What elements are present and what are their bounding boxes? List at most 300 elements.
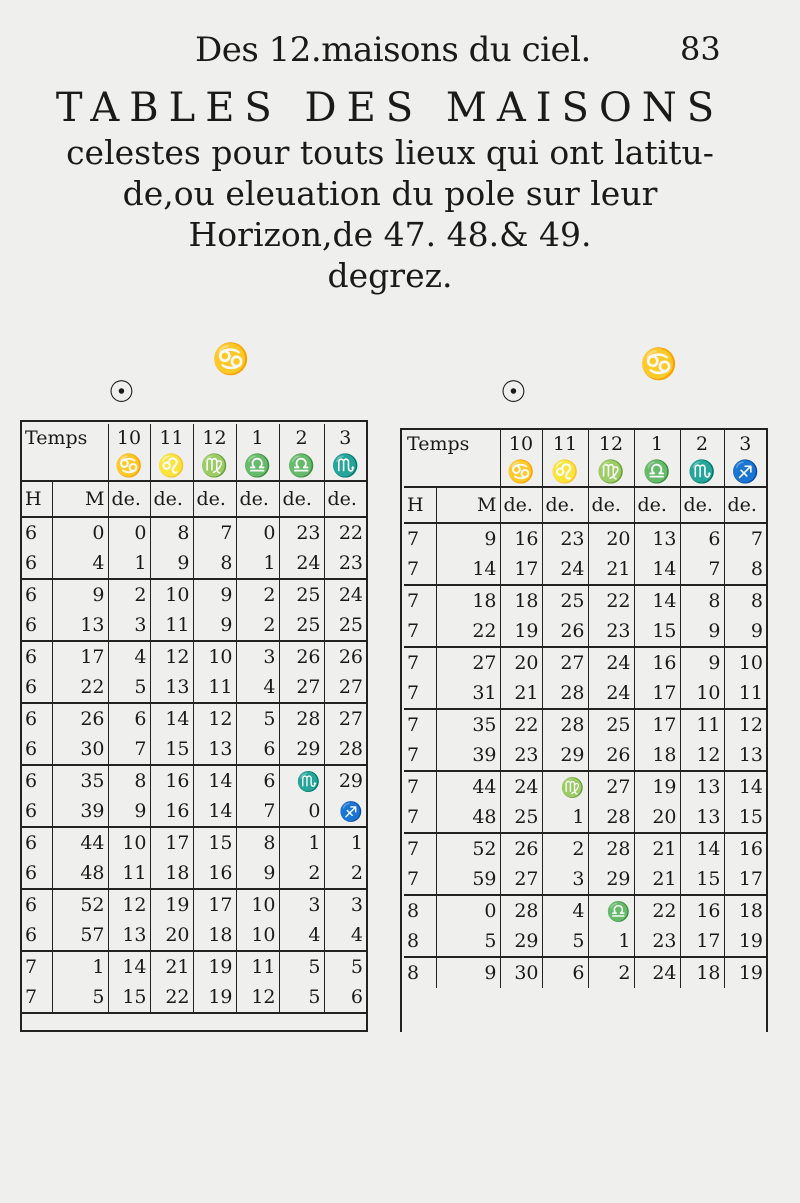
degree-cell: 29 (542, 740, 588, 771)
degree-cell: 13 (680, 771, 724, 802)
minute-cell: 35 (52, 765, 108, 796)
blank-sign-cell (22, 452, 108, 481)
degree-cell: 28 (588, 833, 634, 864)
degree-cell: 7 (680, 554, 724, 585)
degree-cell: 24 (542, 554, 588, 585)
degree-cell: 12 (108, 889, 150, 920)
degree-cell: 9 (150, 548, 193, 579)
degree-cell: ♐ (324, 796, 366, 827)
degree-cell: 11 (108, 858, 150, 889)
degree-cell: 23 (279, 517, 324, 548)
degree-cell: 15 (680, 864, 724, 895)
zodiac-sign-icon: ♍ (193, 452, 236, 481)
table-row (22, 641, 366, 672)
degree-cell: 11 (724, 678, 766, 709)
degree-cell: 19 (738, 962, 763, 984)
degree-cell: 9 (680, 647, 724, 678)
house-number-header: 1 (236, 424, 279, 452)
table-row (22, 858, 366, 889)
degree-cell: 5 (542, 926, 588, 957)
degree-cell: 9 (236, 858, 279, 889)
degree-cell: 7 (236, 796, 279, 827)
minute-cell: 48 (436, 802, 500, 833)
minute-cell: 9 (52, 579, 108, 610)
degree-cell: 3 (542, 864, 588, 895)
minute-cell: 48 (52, 858, 108, 889)
degree-cell: 5 (108, 672, 150, 703)
table-row (22, 610, 366, 641)
degree-cell: 25 (542, 585, 588, 616)
house-number-header: 11 (542, 430, 588, 458)
degree-cell: 23 (542, 523, 588, 554)
minute-cell: 26 (52, 703, 108, 734)
degree-cell: 28 (542, 709, 588, 740)
hour-cell: 7 (404, 585, 436, 616)
unit-header: de. (542, 487, 588, 523)
degree-cell: 1 (236, 548, 279, 579)
table-row (22, 827, 366, 858)
degree-cell: 16 (634, 647, 680, 678)
hour-cell: 7 (404, 802, 436, 833)
degree-cell: 10 (108, 827, 150, 858)
degree-cell: 19 (193, 951, 236, 982)
degree-cell: 21 (500, 678, 542, 709)
table-row (22, 517, 366, 548)
degree-cell: 6 (680, 523, 724, 554)
hour-cell: 7 (404, 709, 436, 740)
unit-header: de. (680, 487, 724, 523)
zodiac-sign-icon: ♎ (279, 452, 324, 481)
degree-cell: 14 (634, 554, 680, 585)
hour-cell: 7 (404, 616, 436, 647)
minute-cell: 9 (436, 523, 500, 554)
degree-cell: 2 (236, 610, 279, 641)
table-row (404, 771, 766, 802)
table-row (22, 672, 366, 703)
hour-cell: 6 (22, 889, 52, 920)
degree-cell: 23 (500, 740, 542, 771)
table-row (22, 734, 366, 765)
degree-cell: 7 (193, 517, 236, 548)
house-number-header: 12 (588, 430, 634, 458)
degree-cell: 27 (500, 864, 542, 895)
minute-cell: 18 (436, 585, 500, 616)
hour-cell: 6 (22, 548, 52, 579)
degree-cell: 2 (236, 579, 279, 610)
minute-cell: 0 (436, 895, 500, 926)
degree-cell: 0 (108, 517, 150, 548)
running-head (0, 30, 800, 74)
degree-cell: ♏ (279, 765, 324, 796)
unit-header: de. (500, 487, 542, 523)
degree-cell: 3 (236, 641, 279, 672)
sun-icon-left: ☉ (108, 375, 135, 410)
degree-cell: 26 (542, 616, 588, 647)
degree-cell: 4 (279, 920, 324, 951)
hour-cell: 6 (22, 641, 52, 672)
degree-cell: 16 (680, 895, 724, 926)
degree-cell: 10 (150, 579, 193, 610)
degree-cell: 29 (279, 734, 324, 765)
unit-header: H (22, 481, 52, 517)
table-row (404, 833, 766, 864)
table-row (404, 678, 766, 709)
degree-cell: 27 (338, 708, 363, 730)
table-row (404, 709, 766, 740)
degree-cell: 24 (634, 957, 680, 988)
table-row (22, 920, 366, 951)
right-houses-table (404, 430, 766, 988)
degree-cell: 19 (634, 771, 680, 802)
degree-cell: 18 (500, 585, 542, 616)
degree-cell: 28 (500, 895, 542, 926)
degree-cell: 16 (738, 838, 763, 860)
degree-cell: 12 (738, 714, 763, 736)
zodiac-sign-icon: ♌ (542, 458, 588, 487)
degree-cell: 16 (500, 523, 542, 554)
degree-cell: ♍ (542, 771, 588, 802)
degree-cell: 29 (588, 864, 634, 895)
unit-header: de. (279, 481, 324, 517)
degree-cell: 27 (588, 771, 634, 802)
degree-cell: 25 (500, 802, 542, 833)
degree-cell: 11 (236, 951, 279, 982)
minute-cell: 31 (436, 678, 500, 709)
degree-cell: 29 (338, 770, 363, 792)
minute-cell: 59 (436, 864, 500, 895)
degree-cell: 14 (634, 585, 680, 616)
hour-cell: 7 (404, 523, 436, 554)
degree-cell: 9 (193, 579, 236, 610)
degree-cell: 27 (542, 647, 588, 678)
degree-cell: 6 (236, 734, 279, 765)
degree-cell: 14 (680, 833, 724, 864)
hour-cell: 7 (404, 554, 436, 585)
degree-cell: 23 (634, 926, 680, 957)
hour-cell: 6 (22, 765, 52, 796)
degree-cell: 2 (542, 833, 588, 864)
degree-cell: 2 (588, 957, 634, 988)
degree-cell: 2 (324, 858, 366, 889)
degree-cell: 22 (150, 982, 193, 1013)
minute-cell: 1 (52, 951, 108, 982)
minute-cell: 13 (52, 610, 108, 641)
degree-cell: 7 (750, 528, 763, 550)
degree-cell: ♎ (588, 895, 634, 926)
table-row (404, 864, 766, 895)
degree-cell: 15 (150, 734, 193, 765)
minute-cell: 27 (436, 647, 500, 678)
degree-cell: 24 (338, 584, 363, 606)
degree-cell: 21 (588, 554, 634, 585)
degree-cell: 9 (724, 616, 766, 647)
degree-cell: 0 (279, 796, 324, 827)
table-row (22, 765, 366, 796)
left-houses-table (22, 424, 366, 1014)
degree-cell: 24 (588, 678, 634, 709)
degree-cell: 19 (724, 926, 766, 957)
unit-header: de. (193, 481, 236, 517)
zodiac-sign-icon: ♐ (724, 458, 766, 487)
table-row (22, 982, 366, 1013)
zodiac-sign-icon: ♌ (150, 452, 193, 481)
degree-cell: 4 (236, 672, 279, 703)
unit-header: de. (324, 481, 366, 517)
cancer-sign-icon-right: ♋ (640, 347, 678, 382)
degree-cell: 15 (724, 802, 766, 833)
minute-cell: 44 (436, 771, 500, 802)
degree-cell: 24 (500, 771, 542, 802)
degree-cell: 13 (108, 920, 150, 951)
degree-cell: 25 (279, 610, 324, 641)
degree-cell: 17 (150, 827, 193, 858)
minute-cell: 52 (436, 833, 500, 864)
degree-cell: 29 (500, 926, 542, 957)
table-row (404, 585, 766, 616)
heading-line-1: celestes pour touts lieux qui ont latitu- (66, 133, 714, 172)
hour-cell: 8 (404, 957, 436, 988)
table-row (22, 796, 366, 827)
degree-cell: 22 (588, 585, 634, 616)
degree-cell: 10 (738, 652, 763, 674)
degree-cell: 18 (150, 858, 193, 889)
degree-cell: 17 (634, 678, 680, 709)
degree-cell: 21 (150, 951, 193, 982)
degree-cell: 15 (634, 616, 680, 647)
table-row (22, 951, 366, 982)
degree-cell: 20 (634, 802, 680, 833)
degree-cell: 27 (279, 672, 324, 703)
degree-cell: 14 (738, 776, 763, 798)
degree-cell: 15 (193, 827, 236, 858)
heading-line-2: de,ou eleuation du pole sur leur (122, 174, 658, 213)
degree-cell: 3 (279, 889, 324, 920)
degree-cell: 18 (193, 920, 236, 951)
degree-cell: 17 (680, 926, 724, 957)
degree-cell: 20 (500, 647, 542, 678)
minute-cell: 57 (52, 920, 108, 951)
degree-cell: 26 (279, 641, 324, 672)
degree-cell: 8 (236, 827, 279, 858)
degree-cell: 16 (193, 858, 236, 889)
minute-cell: 44 (52, 827, 108, 858)
table-row (404, 740, 766, 771)
degree-cell: 4 (324, 920, 366, 951)
degree-cell: 20 (150, 920, 193, 951)
hour-cell: 6 (22, 517, 52, 548)
zodiac-sign-icon: ♍ (588, 458, 634, 487)
unit-header: de. (108, 481, 150, 517)
degree-cell: 1 (279, 827, 324, 858)
minute-cell: 52 (52, 889, 108, 920)
table-row (404, 647, 766, 678)
degree-cell: 10 (193, 641, 236, 672)
degree-cell: 10 (236, 889, 279, 920)
minute-cell: 14 (436, 554, 500, 585)
blank-sign-cell (404, 458, 500, 487)
house-number-header: 1 (634, 430, 680, 458)
degree-cell: 17 (193, 889, 236, 920)
degree-cell: 8 (680, 585, 724, 616)
zodiac-sign-icon: ♋ (500, 458, 542, 487)
heading-line-3: Horizon,de 47. 48.& 49. (188, 215, 592, 254)
minute-cell: 22 (436, 616, 500, 647)
minute-cell: 39 (52, 796, 108, 827)
table-row (404, 616, 766, 647)
degree-cell: 4 (108, 641, 150, 672)
degree-cell: 16 (150, 796, 193, 827)
minute-cell: 39 (436, 740, 500, 771)
unit-header: de. (236, 481, 279, 517)
unit-header: M (52, 481, 108, 517)
minute-cell: 5 (52, 982, 108, 1013)
page-heading (0, 84, 800, 296)
hour-cell: 8 (404, 895, 436, 926)
degree-cell: 23 (588, 616, 634, 647)
degree-cell: 8 (193, 548, 236, 579)
table-row (404, 554, 766, 585)
zodiac-sign-icon: ♎ (236, 452, 279, 481)
degree-cell: 0 (236, 517, 279, 548)
degree-cell: 4 (542, 895, 588, 926)
degree-cell: 5 (279, 982, 324, 1013)
degree-cell: 21 (634, 833, 680, 864)
degree-cell: 22 (500, 709, 542, 740)
zodiac-sign-icon: ♎ (634, 458, 680, 487)
degree-cell: 13 (193, 734, 236, 765)
hour-cell: 6 (22, 734, 52, 765)
zodiac-sign-icon: ♏ (680, 458, 724, 487)
degree-cell: 7 (108, 734, 150, 765)
degree-cell: 5 (279, 951, 324, 982)
house-number-header: 2 (279, 424, 324, 452)
table-row (22, 703, 366, 734)
hour-cell: 7 (404, 833, 436, 864)
unit-header: de. (588, 487, 634, 523)
degree-cell: 20 (588, 523, 634, 554)
degree-cell: 17 (634, 709, 680, 740)
degree-cell: 14 (108, 951, 150, 982)
minute-cell: 4 (52, 548, 108, 579)
house-number-header: 10 (108, 424, 150, 452)
degree-cell: 19 (150, 889, 193, 920)
heading-main: TABLES DES MAISONS (55, 85, 725, 131)
table-row (22, 548, 366, 579)
degree-cell: 13 (150, 672, 193, 703)
degree-cell: 30 (500, 957, 542, 988)
degree-cell: 13 (680, 802, 724, 833)
degree-cell: 10 (680, 678, 724, 709)
degree-cell: 12 (236, 982, 279, 1013)
hour-cell: 6 (22, 920, 52, 951)
table-row (404, 523, 766, 554)
minute-cell: 17 (52, 641, 108, 672)
hour-cell: 6 (22, 858, 52, 889)
sun-icon-right: ☉ (500, 375, 527, 410)
degree-cell: 28 (588, 802, 634, 833)
table-row (22, 579, 366, 610)
minute-cell: 22 (52, 672, 108, 703)
degree-cell: 17 (500, 554, 542, 585)
degree-cell: 24 (279, 548, 324, 579)
heading-line-4: degrez. (327, 256, 453, 295)
degree-cell: 25 (324, 610, 366, 641)
degree-cell: 12 (193, 703, 236, 734)
unit-header: M (436, 487, 500, 523)
unit-header: de. (634, 487, 680, 523)
degree-cell: 25 (588, 709, 634, 740)
hour-cell: 6 (22, 703, 52, 734)
table-row (404, 926, 766, 957)
degree-cell: 11 (193, 672, 236, 703)
degree-cell: 11 (680, 709, 724, 740)
degree-cell: 19 (500, 616, 542, 647)
hour-cell: 6 (22, 796, 52, 827)
degree-cell: 23 (324, 548, 366, 579)
degree-cell: 8 (724, 554, 766, 585)
degree-cell: 18 (680, 957, 724, 988)
degree-cell: 6 (324, 982, 366, 1013)
hour-cell: 7 (22, 951, 52, 982)
degree-cell: 14 (193, 765, 236, 796)
degree-cell: 9 (680, 616, 724, 647)
hour-cell: 7 (404, 678, 436, 709)
temps-header: Temps (22, 424, 108, 452)
degree-cell: 6 (542, 957, 588, 988)
degree-cell: 22 (338, 522, 363, 544)
zodiac-sign-icon: ♋ (108, 452, 150, 481)
minute-cell: 0 (52, 517, 108, 548)
table-row (404, 957, 766, 988)
degree-cell: 3 (350, 894, 363, 916)
degree-cell: 14 (193, 796, 236, 827)
degree-cell: 21 (634, 864, 680, 895)
degree-cell: 6 (108, 703, 150, 734)
minute-cell: 9 (436, 957, 500, 988)
hour-cell: 6 (22, 672, 52, 703)
degree-cell: 28 (324, 734, 366, 765)
degree-cell: 12 (680, 740, 724, 771)
degree-cell: 18 (634, 740, 680, 771)
degree-cell: 16 (150, 765, 193, 796)
degree-cell: 26 (500, 833, 542, 864)
degree-cell: 25 (279, 579, 324, 610)
hour-cell: 7 (404, 740, 436, 771)
hour-cell: 8 (404, 926, 436, 957)
degree-cell: 5 (236, 703, 279, 734)
degree-cell: 1 (108, 548, 150, 579)
running-head-title: Des 12.maisons du ciel. (195, 30, 591, 70)
house-number-header: 12 (193, 424, 236, 452)
minute-cell: 5 (436, 926, 500, 957)
hour-cell: 6 (22, 610, 52, 641)
hour-cell: 7 (404, 864, 436, 895)
unit-header: de. (150, 481, 193, 517)
degree-cell: 1 (542, 802, 588, 833)
degree-cell: 8 (108, 765, 150, 796)
table-row (404, 802, 766, 833)
hour-cell: 7 (22, 982, 52, 1013)
house-number-header: 3 (739, 433, 752, 455)
degree-cell: 8 (750, 590, 763, 612)
degree-cell: 24 (588, 647, 634, 678)
degree-cell: 1 (350, 832, 363, 854)
degree-cell: 14 (150, 703, 193, 734)
table-row (22, 889, 366, 920)
degree-cell: 2 (108, 579, 150, 610)
degree-cell: 18 (738, 900, 763, 922)
degree-cell: 28 (279, 703, 324, 734)
